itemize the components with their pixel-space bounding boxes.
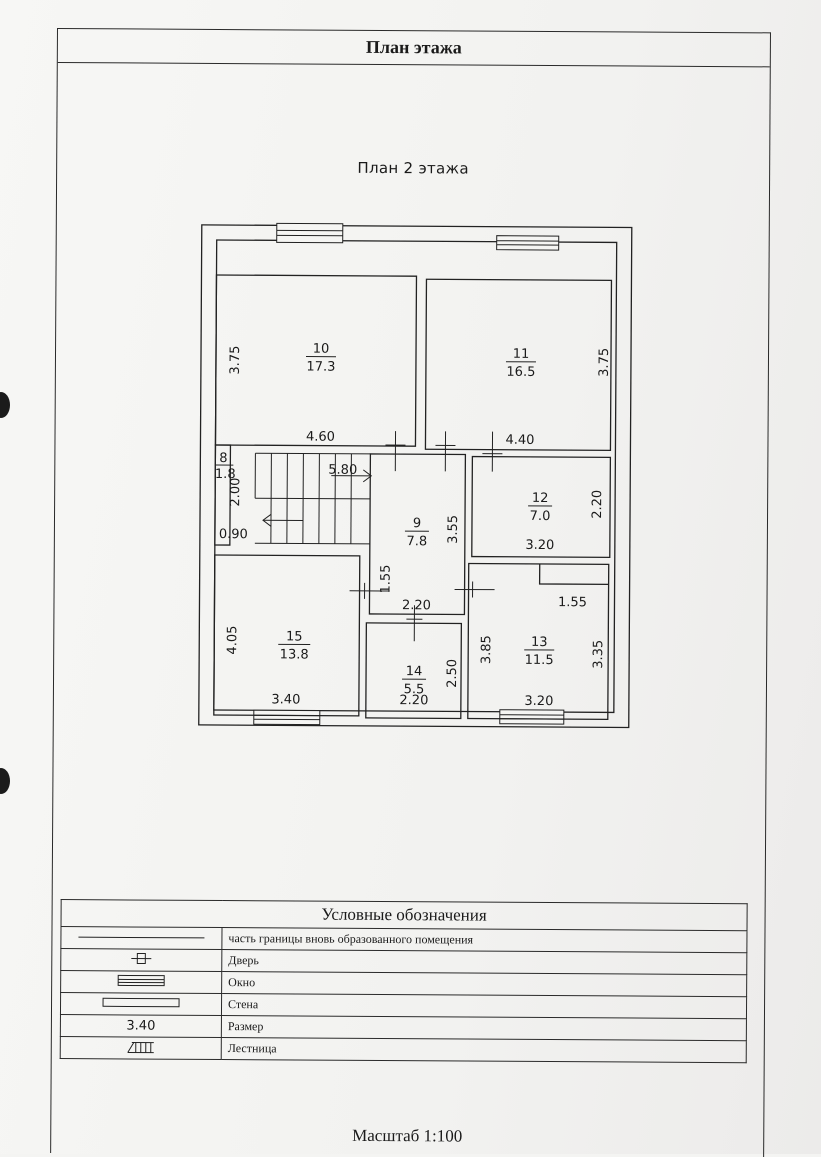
document-title: План этажа <box>58 35 770 60</box>
room-14-number: 14 <box>406 664 423 679</box>
window <box>277 223 343 242</box>
dimension-label: 3.75 <box>228 346 243 375</box>
room-14-area: 5.5 <box>404 682 425 697</box>
dimension-label: 3.75 <box>597 348 612 377</box>
door-icon <box>61 949 222 972</box>
room-13-number: 13 <box>531 635 548 650</box>
outer-walls <box>199 225 632 728</box>
wall-icon <box>60 993 221 1016</box>
dimension-label: 2.20 <box>590 490 605 519</box>
legend-label: часть границы вновь образованного помещения <box>222 928 747 953</box>
room-11-number: 11 <box>513 347 530 362</box>
floor-plan-subtitle: План 2 этажа <box>57 157 769 179</box>
room-8-area: 1.8 <box>215 467 236 482</box>
room-13-area: 11.5 <box>525 653 554 668</box>
document-frame <box>50 28 771 1157</box>
window <box>497 236 559 250</box>
room-15-number: 15 <box>286 629 303 644</box>
room-10-area: 17.3 <box>306 360 335 375</box>
dimension-label: 4.05 <box>225 626 240 655</box>
dimension-label: 2.20 <box>399 693 428 708</box>
dimension-icon: 3.40 <box>60 1015 221 1038</box>
legend-table <box>60 899 748 1063</box>
window <box>500 710 564 724</box>
window <box>254 710 320 724</box>
floor-plan <box>194 220 637 733</box>
room-12-area: 7.0 <box>530 509 551 524</box>
dimension-label: 3.55 <box>446 515 461 544</box>
dimension-label: 2.50 <box>445 659 460 688</box>
room-12-number: 12 <box>532 491 549 506</box>
dimension-label: 4.60 <box>306 430 335 445</box>
scale-label: Масштаб 1:100 <box>51 1124 763 1148</box>
room-labels <box>214 341 557 698</box>
room-15-area: 13.8 <box>280 647 309 662</box>
room-10-number: 10 <box>313 342 330 357</box>
stairs-icon <box>60 1037 221 1060</box>
legend-header: Условные обозначения <box>61 900 747 931</box>
dimension-label: 3.35 <box>591 640 606 669</box>
dimension-label: 0.90 <box>219 527 248 542</box>
dimension-label: 3.20 <box>524 694 553 709</box>
dimension-label: 5.80 <box>328 463 357 478</box>
legend-label: Стена <box>221 994 746 1019</box>
dimension-label: 3.20 <box>525 538 554 553</box>
binder-hole <box>0 768 10 794</box>
room-9-area: 7.8 <box>406 534 427 549</box>
dimension-label: 2.20 <box>402 598 431 613</box>
dimension-label: 1.55 <box>379 564 394 593</box>
binder-hole <box>0 392 10 418</box>
room-9-number: 9 <box>413 516 421 531</box>
room-8-number: 8 <box>219 451 227 466</box>
dimension-label: 2.00 <box>228 478 243 507</box>
room-11-area: 16.5 <box>506 365 535 380</box>
boundary-line-icon <box>61 927 222 950</box>
dimension-label: 1.55 <box>558 595 587 610</box>
dimension-label: 4.40 <box>505 433 534 448</box>
title-divider <box>58 62 770 67</box>
legend-row <box>60 1037 746 1063</box>
legend-label: Лестница <box>221 1038 746 1063</box>
dimension-label: 3.40 <box>271 692 300 707</box>
legend-label: Дверь <box>222 950 747 975</box>
dimension-label: 3.85 <box>479 635 494 664</box>
window-icon <box>61 971 222 994</box>
legend-label: Окно <box>222 972 747 997</box>
legend-label: Размер <box>221 1016 746 1041</box>
